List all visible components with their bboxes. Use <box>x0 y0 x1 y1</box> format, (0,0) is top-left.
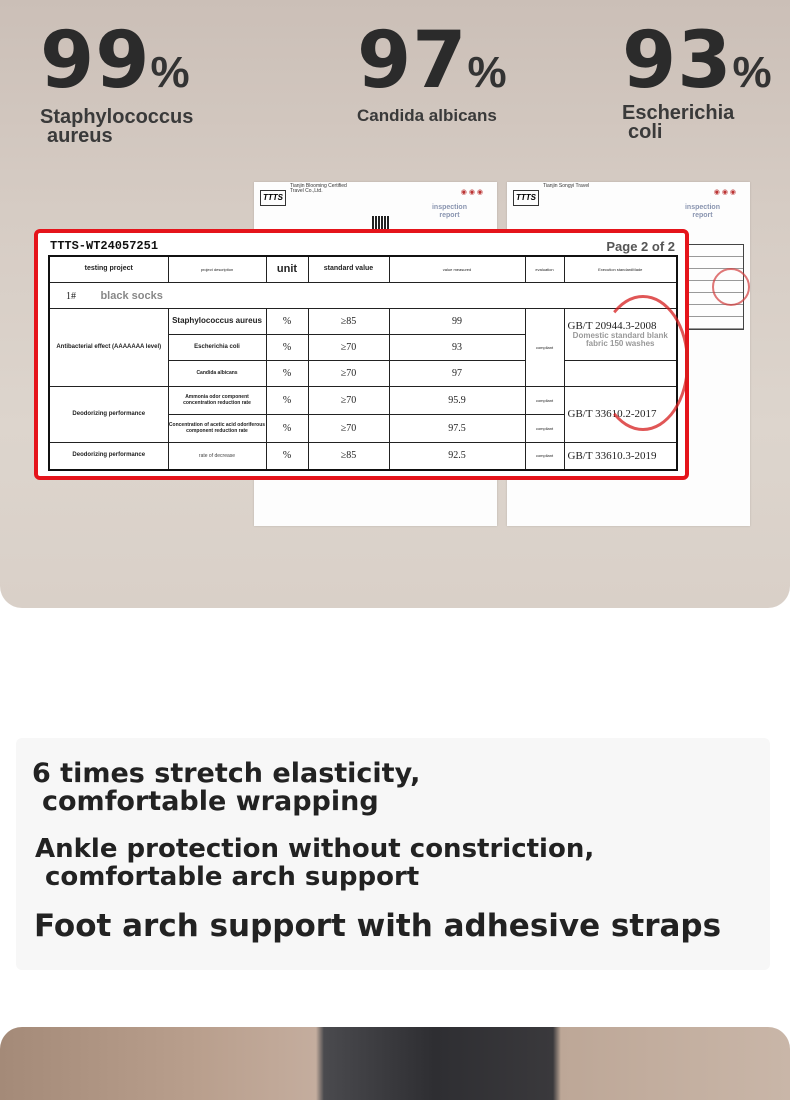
stat-unit: % <box>732 48 772 97</box>
stat-label: Staphylococcus aureus <box>40 106 194 147</box>
stat-unit: % <box>150 48 190 97</box>
stat-escherichia <box>622 16 772 143</box>
unit-cell: % <box>266 386 308 414</box>
stat-unit: % <box>467 48 507 97</box>
item-cell: Staphylococcus aureus <box>168 308 266 334</box>
evaluation-cell: compliant <box>525 308 564 386</box>
stat-candida <box>357 16 507 125</box>
header-project-description: project description <box>168 256 266 282</box>
header-unit: unit <box>266 256 308 282</box>
unit-cell: % <box>266 442 308 470</box>
standard-cell: ≥70 <box>308 360 389 386</box>
value-cell: 97 <box>389 360 525 386</box>
evaluation-cell: compliant <box>525 414 564 442</box>
ttts-logo: TTTS <box>260 190 286 206</box>
unit-cell: % <box>266 334 308 360</box>
header-evaluation: evaluation <box>525 256 564 282</box>
item-cell: Candida albicans <box>168 360 266 386</box>
standard-code-cell: GB/T 33610.3-2019 <box>564 442 677 470</box>
stat-value: 97 <box>357 16 468 106</box>
category-antibacterial: Antibacterial effect (AAAAAAA level) <box>49 308 168 386</box>
value-cell: 95.9 <box>389 386 525 414</box>
results-table <box>48 255 678 471</box>
sample-name: black socks <box>100 290 163 302</box>
item-cell: rate of decrease <box>168 442 266 470</box>
table-header-row <box>49 256 677 282</box>
standard-cell: ≥85 <box>308 442 389 470</box>
stat-label: Candida albicans <box>357 106 497 125</box>
standard-cell: ≥70 <box>308 334 389 360</box>
stat-staphylococcus <box>40 16 194 147</box>
stat-value: 93 <box>622 16 733 106</box>
stat-label: Escherichia coli <box>622 102 735 143</box>
sample-row <box>49 282 677 308</box>
standard-note: Domestic standard blank fabric 150 washes <box>572 331 668 348</box>
ttts-logo: TTTS <box>513 190 539 206</box>
category-deodorizing: Deodorizing performance <box>49 442 168 470</box>
header-value-measured: value measured <box>389 256 525 282</box>
report-number: TTTS-WT24057251 <box>50 239 159 253</box>
header-standard-value: standard value <box>308 256 389 282</box>
category-deodorizing: Deodorizing performance <box>49 386 168 442</box>
sample-number: 1# <box>66 291 76 302</box>
item-cell: Ammonia odor component concentration reduction rate <box>168 386 266 414</box>
report-title: inspection report <box>431 204 467 219</box>
value-cell: 97.5 <box>389 414 525 442</box>
feature-ankle: Ankle protection without constriction, comfortable arch support <box>35 834 595 892</box>
feature-stretch: 6 times stretch elasticity, comfortable wrapping <box>32 758 421 817</box>
unit-cell: % <box>266 360 308 386</box>
unit-cell: % <box>266 308 308 334</box>
standard-cell: ≥85 <box>308 308 389 334</box>
value-cell: 92.5 <box>389 442 525 470</box>
official-stamp-icon <box>597 295 689 431</box>
product-photo <box>0 1027 790 1100</box>
item-cell: Concentration of acetic acid odoriferous component reduction rate <box>168 414 266 442</box>
evaluation-cell: compliant <box>525 386 564 414</box>
value-cell: 99 <box>389 308 525 334</box>
qr-code-icon <box>372 216 390 230</box>
standard-cell: ≥70 <box>308 414 389 442</box>
page-indicator: Page 2 of 2 <box>606 239 675 254</box>
header-execution-standard: Execution standardMade <box>564 256 677 282</box>
report-org: Tianjin Blooming Certified Travel Co.,Ltd. <box>290 183 347 194</box>
evaluation-cell: compliant <box>525 442 564 470</box>
unit-cell: % <box>266 414 308 442</box>
cert-marks-icon: ◉ ◉ ◉ <box>460 189 483 196</box>
value-cell: 93 <box>389 334 525 360</box>
item-cell: Escherichia coli <box>168 334 266 360</box>
standard-code-cell: GB/T 33610.2-2017 <box>564 386 677 442</box>
table-row <box>49 386 677 414</box>
report-highlight-card <box>34 229 689 480</box>
standard-code: GB/T 20944.3-2008 <box>567 320 657 332</box>
header-testing-project: testing project <box>49 256 168 282</box>
table-row <box>49 442 677 470</box>
cert-marks-icon: ◉ ◉ ◉ <box>713 189 736 196</box>
report-title: inspection report <box>684 204 720 219</box>
stamp-icon <box>712 268 750 306</box>
stat-value: 99 <box>40 16 151 106</box>
report-org: Tianjin Songyi Travel <box>543 183 590 189</box>
standard-cell: ≥70 <box>308 386 389 414</box>
table-row <box>49 308 677 334</box>
feature-arch: Foot arch support with adhesive straps <box>34 908 722 944</box>
